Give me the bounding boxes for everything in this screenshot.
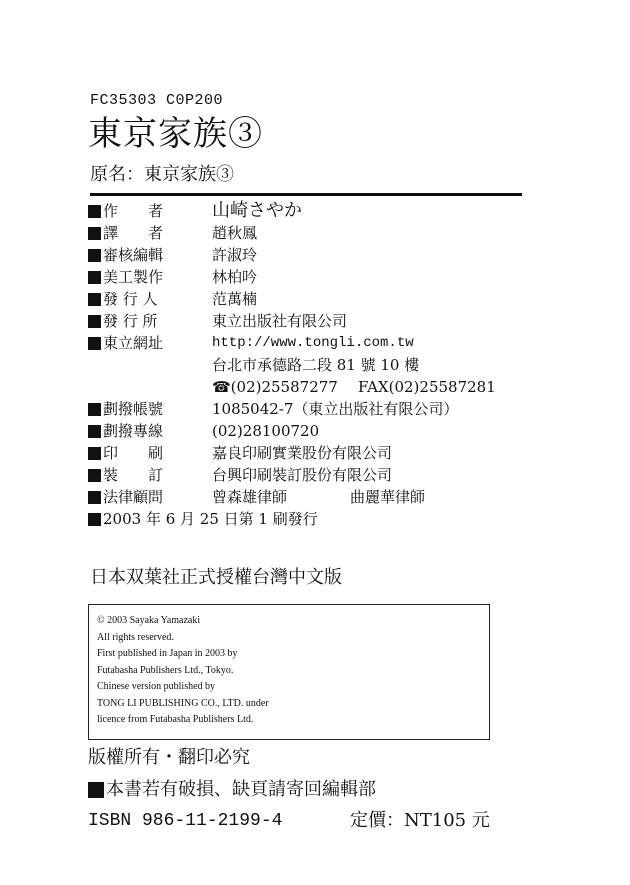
address: 台北市承德路二段 81 號 10 樓 [212,356,420,374]
credit-label: 法律顧問 [103,488,164,506]
credit-legal [88,486,538,508]
bullet-square [88,469,101,482]
credit-label: 裝 訂 [103,466,164,484]
copyright-line: licence from Futabasha Publishers Ltd. [97,714,254,725]
credit-value: 許淑玲 [212,246,258,264]
original-title: 原名：東京家族③ [90,164,234,185]
copyright-line: TONG LI PUBLISHING CO., LTD. under [97,697,269,709]
credit-art [88,266,538,288]
credit-value: 趙秋鳳 [212,224,258,242]
bullet-square [88,337,101,350]
copyright-line: Chinese version published by [97,681,216,692]
credit-value: (02)28100720 [212,422,320,440]
credit-value-second: 曲麗華律師 [350,488,426,506]
credit-label: 印 刷 [103,444,164,462]
bullet-square [88,315,101,328]
product-code: FC35303 C0P200 [90,92,224,109]
bullet-square [88,227,101,240]
phone-number: ☎(02)25587277 [212,378,338,396]
credit-publisher-person [88,288,538,310]
credits-list [88,200,538,530]
credit-printer [88,442,538,464]
credit-value: 1085042-7（東立出版社有限公司） [212,400,459,418]
credit-label: 劃撥專線 [103,422,164,440]
credit-value: 台興印刷裝訂股份有限公司 [212,466,393,484]
credit-label: 發 行 人 [103,290,158,308]
license-line: 日本双葉社正式授權台灣中文版 [90,567,342,588]
bullet-square [88,271,101,284]
credit-hotline [88,420,538,442]
bullet-square [88,425,101,438]
divider [90,193,522,196]
bullet-square [88,205,101,218]
bullet-square [88,447,101,460]
credit-binding [88,464,538,486]
credit-label: 作 者 [103,202,164,220]
bullet-square [88,249,101,262]
credit-value: 范萬楠 [212,290,258,308]
copyright-line: Futabasha Publishers Ltd., Tokyo. [97,664,234,676]
damage-notice-text: 本書若有破損、缺頁請寄回編輯部 [106,779,376,800]
credit-value: 林柏吟 [212,268,258,286]
book-title: 東京家族③ [88,114,263,154]
credit-value: 嘉良印刷實業股份有限公司 [212,444,393,462]
credit-author [88,200,538,222]
credit-value: 山崎さやか [212,200,302,221]
copyright-line: All rights reserved. [97,631,174,643]
credit-label: 譯 者 [103,224,164,242]
credit-contact [88,376,538,398]
credit-website [88,332,538,354]
bullet-square [88,403,101,416]
credit-label: 東立網址 [103,334,164,352]
credit-label: 美工製作 [103,268,164,286]
credit-date [88,508,538,530]
rights-notice: 版權所有・翻印必究 [88,747,250,768]
price: 定價：NT105 元 [350,810,490,831]
publish-date: 2003 年 6 月 25 日第 1 刷發行 [103,510,318,528]
credit-translator [88,222,538,244]
copyright-box [88,604,490,740]
credit-account [88,398,538,420]
credit-label: 發 行 所 [103,312,158,330]
credit-address [88,354,538,376]
credit-label: 審核編輯 [103,246,164,264]
credit-label: 劃撥帳號 [103,400,164,418]
credit-value: 曾森雄律師 [212,488,288,506]
credit-value: 東立出版社有限公司 [212,312,348,330]
credit-publisher [88,310,538,332]
website-url: http://www.tongli.com.tw [212,335,414,351]
damage-notice [88,777,376,803]
bullet-square [88,293,101,306]
bullet-square [88,491,101,504]
copyright-line: First published in Japan in 2003 by [97,648,238,659]
isbn: ISBN 986-11-2199-4 [88,811,283,831]
bullet-square [88,782,104,798]
fax-number: FAX(02)25587281 [358,378,496,396]
copyright-line: © 2003 Sayaka Yamazaki [97,615,201,626]
credit-editor [88,244,538,266]
bullet-square [88,513,101,526]
